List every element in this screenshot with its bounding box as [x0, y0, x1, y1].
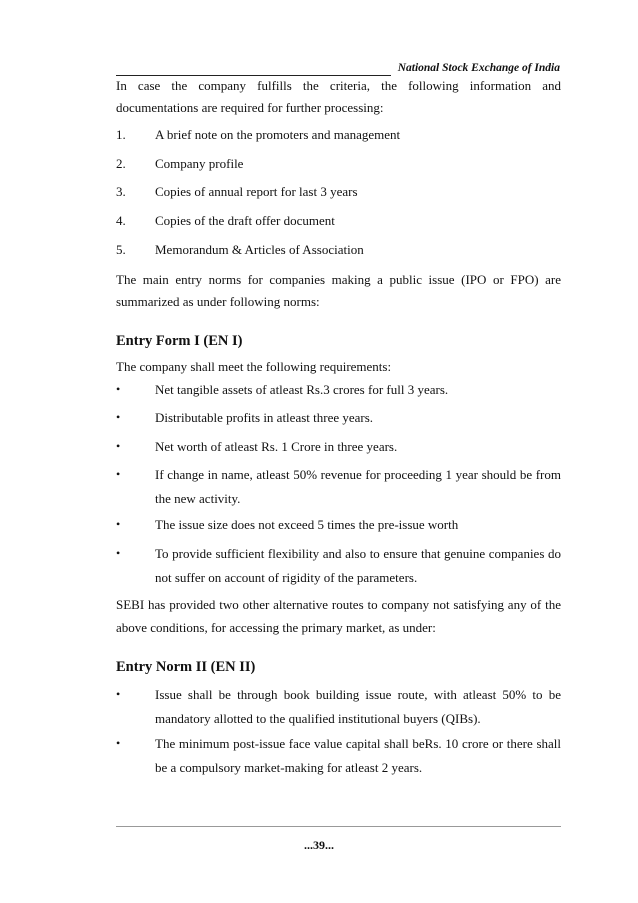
intro-line-1: In case the company fulfills the criteria, the following information and [116, 78, 561, 93]
bullet-text: the new activity. [155, 491, 241, 506]
bullet-text: be a compulsory market-making for atleast 2 years. [155, 760, 423, 775]
bullet-icon: • [116, 439, 121, 453]
bullet-icon: • [116, 517, 121, 531]
bullet-text: mandatory allotted to the qualified institutional buyers (QIBs). [155, 711, 481, 726]
bullet-icon: • [116, 546, 121, 560]
list-text: A brief note on the promoters and management [155, 127, 401, 142]
list-number: 3. [116, 184, 126, 199]
list-number: 1. [116, 127, 126, 142]
list-number: 5. [116, 242, 126, 257]
bullet-text: If change in name, atleast 50% revenue for proceeding 1 year should be from [155, 467, 561, 482]
list-text: Copies of annual report for last 3 years [155, 184, 358, 199]
bullet-icon: • [116, 467, 121, 481]
section1-intro: The company shall meet the following requirements: [116, 359, 392, 374]
bullet-text: Net worth of atleast Rs. 1 Crore in three years. [155, 439, 398, 454]
footer-rule [116, 826, 561, 827]
bullet-text: Net tangible assets of atleast Rs.3 crores for full 3 years. [155, 382, 449, 397]
bullet-icon: • [116, 410, 121, 424]
bullet-icon: • [116, 736, 121, 750]
bullet-icon: • [116, 687, 121, 701]
page-number: ...39... [304, 838, 334, 852]
list-number: 2. [116, 156, 126, 171]
list-number: 4. [116, 213, 126, 228]
section-heading-en2: Entry Norm II (EN II) [116, 659, 256, 675]
bullet-text: Issue shall be through book building issue route, with atleast 50% to be [155, 687, 561, 702]
header-title: National Stock Exchange of India [397, 62, 560, 74]
list-text: Memorandum & Articles of Association [155, 242, 364, 257]
bullet-text: The issue size does not exceed 5 times the pre-issue worth [155, 517, 459, 532]
sebi-note-line-2: above conditions, for accessing the primary market, as under: [116, 620, 436, 635]
list-text: Copies of the draft offer document [155, 213, 335, 228]
bullet-text: To provide sufficient flexibility and also to ensure that genuine companies do [155, 546, 561, 561]
bullet-text: not suffer on account of rigidity of the parameters. [155, 570, 418, 585]
entry-intro-line-1: The main entry norms for companies making a public issue (IPO or FPO) are [116, 272, 561, 287]
sebi-note-line-1: SEBI has provided two other alternative routes to company not satisfying any of the [116, 597, 561, 612]
intro-line-2: documentations are required for further processing: [116, 100, 384, 115]
bullet-text: Distributable profits in atleast three years. [155, 410, 374, 425]
bullet-text: The minimum post-issue face value capital shall beRs. 10 crore or there shall [155, 736, 561, 751]
list-text: Company profile [155, 156, 244, 171]
entry-intro-line-2: summarized as under following norms: [116, 294, 320, 309]
section-heading-en1: Entry Form I (EN I) [116, 333, 243, 349]
bullet-icon: • [116, 382, 121, 396]
